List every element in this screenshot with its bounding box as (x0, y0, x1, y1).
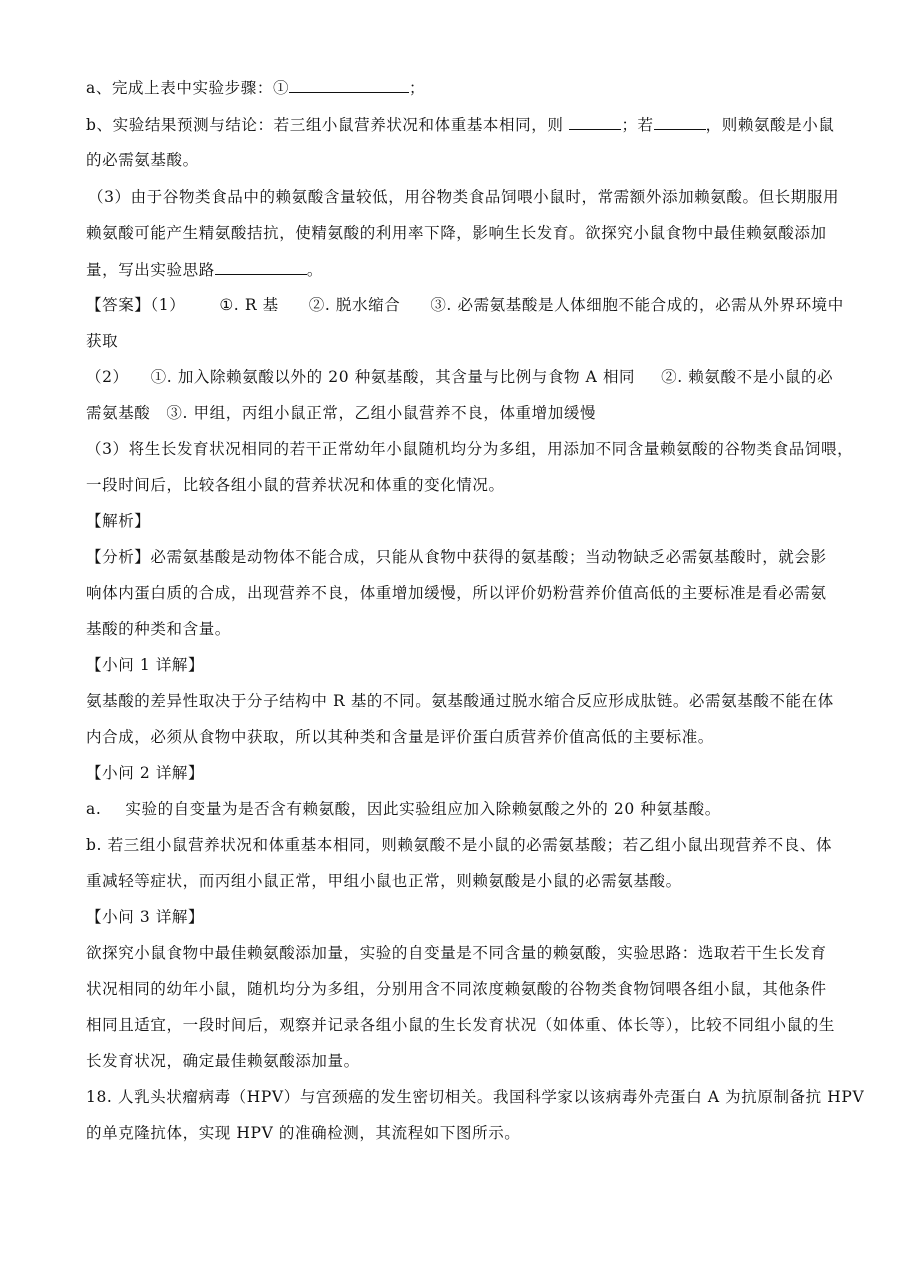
question-b-text-3: ，则赖氨酸是小鼠 (705, 116, 835, 134)
answer-part2-line-1 (86, 367, 833, 387)
fenxi-line-2: 响体内蛋白质的合成，出现营养不良，体重增加缓慢，所以评价奶粉营养价值高低的主要标准是看必需氨 (86, 584, 827, 602)
subquestion-1-line-1: 氨基酸的差异性取决于分子结构中 R 基的不同。氨基酸通过脱水缩合反应形成肽链。必需氨基酸不能在体 (86, 692, 834, 710)
question-3-line-3: 量，写出实验思路 。 (86, 261, 323, 279)
analysis-label: 【解析】 (86, 512, 151, 530)
answer-part3-line-2: 一段时间后，比较各组小鼠的营养状况和体重的变化情况。 (86, 476, 505, 494)
answer-item-2: ②. 脱水缩合 (308, 296, 401, 314)
answer-label: 【答案】（1） (86, 296, 186, 314)
answer-item-1: ①. R 基 (219, 296, 279, 314)
subquestion-2-b-line-2: 重减轻等症状，而丙组小鼠正常，甲组小鼠也正常，则赖氨酸是小鼠的必需氨基酸。 (86, 872, 682, 890)
subquestion-1-line-2: 内合成，必须从食物中获取，所以其种类和含量是评价蛋白质营养价值高低的主要标准。 (86, 728, 714, 746)
question-b-text: b、实验结果预测与结论：若三组小鼠营养状况和体重基本相同，则 (86, 116, 564, 134)
answer-part2-label: （2） (86, 368, 129, 386)
question-a-line (86, 77, 425, 98)
subquestion-3-line-1: 欲探究小鼠食物中最佳赖氨酸添加量，实验的自变量是不同含量的赖氨酸，实验思路：选取若干生长发育 (86, 944, 827, 962)
answer-blank (289, 77, 409, 93)
answer-part3-line-1: （3）将生长发育状况相同的若干正常幼年小鼠随机均分为多组，用添加不同含量赖氨酸的谷物类食品饲喂， (86, 440, 854, 458)
subquestion-3-line-3: 相同且适宜，一段时间后，观察并记录各组小鼠的生长发育状况（如体重、体长等），比较不同组小鼠的生 (86, 1016, 835, 1034)
subquestion-2-b-line-1: b. 若三组小鼠营养状况和体重基本相同，则赖氨酸不是小鼠的必需氨基酸；若乙组小鼠出现营养不良、体 (86, 836, 833, 854)
answer-blank (654, 114, 706, 130)
answer-part2-item-1: ①. 加入除赖氨酸以外的 20 种氨基酸，其含量与比例与食物 A 相同 (150, 368, 636, 386)
answer-blank (569, 114, 621, 130)
question-b-text-2: ；若 (621, 116, 654, 134)
question-18-line-1: 18. 人乳头状瘤病毒（HPV）与宫颈癌的发生密切相关。我国科学家以该病毒外壳蛋白 A 为抗原制备抗 HPV (86, 1088, 865, 1106)
question-a-text: a、完成上表中实验步骤：① (86, 79, 290, 97)
answer-part2-line-2: 需氨基酸 ③. 甲组，丙组小鼠正常，乙组小鼠营养不良，体重增加缓慢 (86, 404, 597, 422)
fenxi-line-3: 基酸的种类和含量。 (86, 620, 231, 638)
answer-item-3: ③. 必需氨基酸是人体细胞不能合成的，必需从外界环境中 (430, 296, 844, 314)
subquestion-3-heading: 【小问 3 详解】 (86, 908, 205, 926)
answer-part2-item-3: ③. 甲组，丙组小鼠正常，乙组小鼠营养不良，体重增加缓慢 (166, 404, 597, 422)
subquestion-1-heading: 【小问 1 详解】 (86, 656, 205, 674)
answer-line-1 (86, 295, 844, 315)
question-b-line (86, 114, 834, 135)
fenxi-line-1: 【分析】必需氨基酸是动物体不能合成，只能从食物中获得的氨基酸；当动物缺乏必需氨基酸时，就会影 (86, 548, 827, 566)
question-a-suffix: ； (409, 79, 426, 97)
subquestion-3-line-2: 状况相同的幼年小鼠，随机均分为多组，分别用含不同浓度赖氨酸的谷物类食物饲喂各组小鼠，其他条件 (86, 980, 827, 998)
question-b-line-2: 的必需氨基酸。 (86, 151, 199, 169)
answer-line-2: 获取 (86, 332, 119, 350)
question-3-line-1: （3）由于谷物类食品中的赖氨酸含量较低，用谷物类食品饲喂小鼠时，常需额外添加赖氨酸。但长期服用 (88, 188, 840, 206)
answer-blank (215, 259, 307, 275)
question-3-line-2: 赖氨酸可能产生精氨酸拮抗，使精氨酸的利用率下降，影响生长发育。欲探究小鼠食物中最佳赖氨酸添加 (86, 224, 827, 242)
subquestion-3-line-4: 长发育状况，确定最佳赖氨酸添加量。 (86, 1052, 360, 1070)
subquestion-2-a-line: a. 实验的自变量为是否含有赖氨酸，因此实验组应加入除赖氨酸之外的 20 种氨基酸。 (86, 800, 721, 818)
question-18-line-2: 的单克隆抗体，实现 HPV 的准确检测，其流程如下图所示。 (86, 1124, 521, 1142)
answer-part2-item-2: ②. 赖氨酸不是小鼠的必 (661, 368, 834, 386)
subquestion-2-heading: 【小问 2 详解】 (86, 764, 205, 782)
